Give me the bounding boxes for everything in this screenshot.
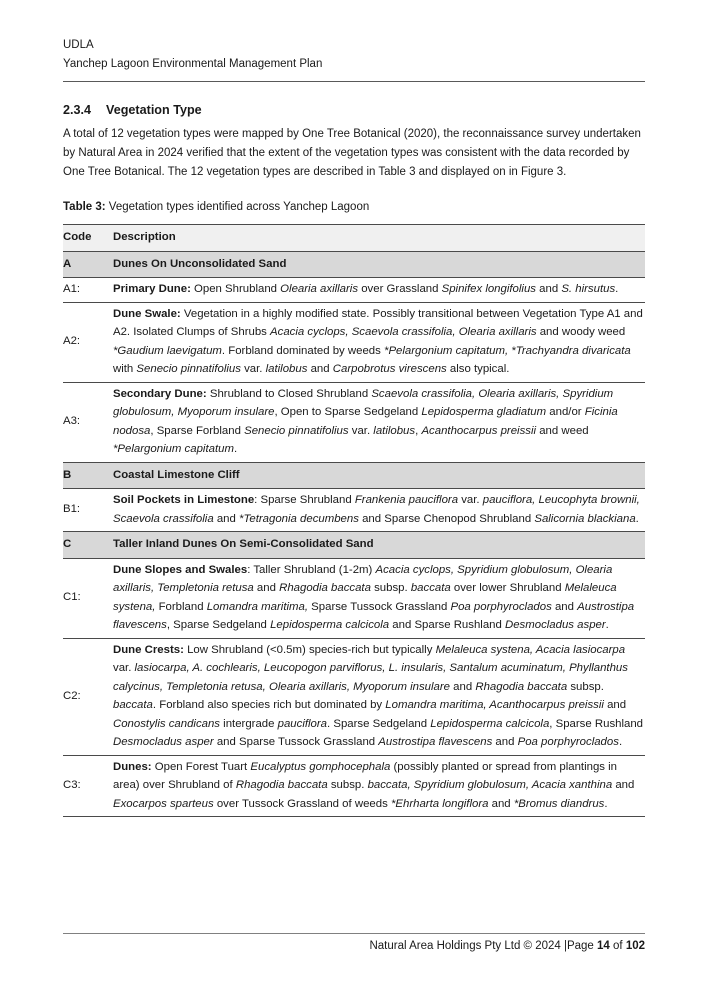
cell-description xyxy=(113,558,645,638)
text-segment: Soil Pockets in Limestone xyxy=(113,494,255,506)
text-segment: of xyxy=(609,940,626,952)
text-segment: Dune Crests: xyxy=(113,643,188,656)
text-segment: Open Shrubland xyxy=(194,283,281,295)
text-segment: Senecio pinnatifolius xyxy=(136,363,241,375)
table-row-b xyxy=(63,462,645,489)
text-segment: . xyxy=(605,619,609,631)
table-caption xyxy=(63,198,645,217)
cell-description xyxy=(113,532,645,559)
text-segment: *Ehrharta longiflora xyxy=(390,797,489,810)
text-segment: . xyxy=(233,443,238,455)
text-segment: Description xyxy=(113,231,176,243)
text-segment: S. hirsutus xyxy=(561,283,616,295)
footer-text xyxy=(369,940,645,952)
text-segment: . xyxy=(615,283,619,295)
text-segment: latilobus xyxy=(265,363,308,375)
text-segment: pauciflora xyxy=(277,717,328,730)
text-segment: *Gaudium laevigatum xyxy=(113,344,222,357)
text-segment: . Sparse Sedgeland xyxy=(327,717,431,730)
cell-code: A xyxy=(63,251,113,278)
text-segment: var. xyxy=(240,363,266,375)
text-segment: Low Shrubland (<0.5m) species-rich but typically xyxy=(187,643,436,656)
text-segment: and xyxy=(551,600,578,613)
text-segment: baccata, Spyridium globulosum, Acacia xanthina xyxy=(367,779,613,791)
table-row-code xyxy=(63,225,645,252)
cell-description xyxy=(113,225,645,252)
cell-code: A2: xyxy=(63,335,81,348)
text-segment: *Bromus diandrus xyxy=(513,797,605,810)
cell-description xyxy=(113,462,645,489)
cell-description xyxy=(113,278,645,303)
text-segment: with xyxy=(113,363,137,375)
header-doc-title: Yanchep Lagoon Environmental Management Plan xyxy=(63,58,323,70)
text-segment: Poa porphyroclados xyxy=(450,600,552,613)
text-segment: (possibly planted or spread from plantings in area) over Shrubland of xyxy=(113,760,618,791)
text-segment: Eucalyptus gomphocephala xyxy=(250,760,391,773)
text-segment: and xyxy=(307,363,333,375)
cell-code: A1: xyxy=(63,283,81,295)
text-segment: subsp. xyxy=(370,582,411,594)
text-segment: Table 3: xyxy=(63,201,106,213)
cell-description xyxy=(113,302,645,382)
page-footer xyxy=(63,933,645,955)
table-row-c xyxy=(63,532,645,559)
text-segment: 14 xyxy=(597,940,610,952)
text-segment: Dune Swale: xyxy=(113,307,184,320)
text-segment: , Sparse Sedgeland xyxy=(166,619,271,631)
cell-description xyxy=(113,382,645,462)
cell-code: B1: xyxy=(63,503,81,516)
text-segment: Austrostipa flavescens xyxy=(113,600,635,631)
text-segment: : Taller Shrubland (1-2m) xyxy=(247,563,376,576)
text-segment: and xyxy=(492,736,518,748)
text-segment: Rhagodia baccata xyxy=(235,779,328,791)
text-segment: Lepidosperma calcicola xyxy=(430,717,550,730)
text-segment: and xyxy=(612,779,635,791)
text-segment: Frankenia pauciflora xyxy=(354,494,459,506)
table-row-a xyxy=(63,251,645,278)
text-segment: . xyxy=(618,736,623,748)
text-segment: Austrostipa flavescens xyxy=(378,736,493,748)
text-segment: *Pelargonium capitatum xyxy=(113,443,234,455)
cell-description xyxy=(113,755,645,817)
text-segment: and Sparse Rushland xyxy=(389,619,505,631)
text-segment: Desmocladus asper xyxy=(505,619,606,631)
intro-paragraph: A total of 12 vegetation types were mapped by One Tree Botanical (2020), the reconnaissance survey undertaken by Natural Area in 2024 verified that the extent of the vegetation types was consistent with the data recorded by One Tree Botanical. The 12 vegetation types are described in Table 3 and displayed on in Figure 3. xyxy=(63,128,641,178)
cell-code: A3: xyxy=(63,415,81,428)
section-number: 2.3.4 xyxy=(63,103,92,117)
text-segment: and woody weed xyxy=(536,326,626,338)
text-segment: Lepidosperma calcicola xyxy=(270,619,390,631)
text-segment: and Sparse Chenopod Shrubland xyxy=(358,512,535,525)
text-segment: Salicornia blackiana xyxy=(534,512,636,525)
text-segment: var. xyxy=(458,494,483,506)
cell-code: C3: xyxy=(63,779,81,791)
text-segment: and xyxy=(535,283,562,295)
text-segment: Lomandra maritima, xyxy=(206,600,309,613)
cell-code: C1: xyxy=(63,591,81,604)
cell-code: C xyxy=(63,532,113,559)
text-segment: Desmocladus asper xyxy=(113,736,214,748)
text-segment: Lomandra maritima, Acanthocarpus preissii xyxy=(385,699,604,711)
text-segment: Dunes On Unconsolidated Sand xyxy=(113,257,287,270)
text-segment: Secondary Dune: xyxy=(113,387,210,400)
text-segment: . xyxy=(635,512,639,525)
text-segment: . Forbland also species rich but dominated by xyxy=(152,699,386,711)
text-segment: Open Forest Tuart xyxy=(154,760,251,773)
text-segment: and xyxy=(253,582,280,594)
text-segment: over Tussock Grassland of weeds xyxy=(213,797,391,810)
text-segment: and xyxy=(488,797,514,810)
text-segment: Acacia cyclops, Spyridium globulosum, Olearia axillaris, Templetonia retusa xyxy=(113,563,613,594)
text-segment: and weed xyxy=(536,424,589,437)
table-row-a3 xyxy=(63,382,645,462)
text-segment: 102 xyxy=(625,940,645,952)
text-segment: also typical. xyxy=(446,363,510,375)
text-segment: Olearia axillaris xyxy=(280,283,359,295)
table-row-c1 xyxy=(63,558,645,638)
text-segment: and xyxy=(213,512,240,525)
text-segment: lasiocarpa, A. cochlearis, Leucopogon parviflorus, L. insularis, Santalum acuminatum, Phyllanthus calycinus, Templetonia retusa, Olearia axillaris, Myoporum insulare xyxy=(113,662,628,693)
table-row-a1 xyxy=(63,278,645,303)
text-segment: Dune Slopes and Swales xyxy=(113,563,248,576)
text-segment: Vegetation types identified across Yanchep Lagoon xyxy=(105,201,370,213)
text-segment: Lepidosperma gladiatum xyxy=(421,406,547,418)
text-segment: Melaleuca systena, Acacia lasiocarpa xyxy=(435,643,626,656)
text-segment: subsp. xyxy=(327,779,368,791)
text-segment: over Grassland xyxy=(358,283,442,295)
section-title: Vegetation Type xyxy=(106,103,202,117)
vegetation-table xyxy=(63,224,645,817)
text-segment: Poa porphyroclados xyxy=(517,736,619,748)
text-segment: Spinifex longifolius xyxy=(441,283,536,295)
text-segment: *Pelargonium capitatum, *Trachyandra divaricata xyxy=(384,344,631,357)
text-segment: Taller Inland Dunes On Semi-Consolidated Sand xyxy=(113,538,374,550)
text-segment: subsp. xyxy=(567,680,604,693)
text-segment: and xyxy=(603,699,627,711)
text-segment: , xyxy=(415,424,422,437)
text-segment: , Open to Sparse Sedgeland xyxy=(274,406,422,418)
text-segment: Scaevola crassifolia, Olearia axillaris, Spyridium globulosum, Myoporum insulare xyxy=(113,387,614,418)
text-segment: , Sparse Rushland xyxy=(549,717,644,730)
text-segment: Dunes: xyxy=(113,760,155,773)
text-segment: pauciflora, Leucophyta brownii, Scaevola crassifolia xyxy=(113,494,640,525)
text-segment: over lower Shrubland xyxy=(450,582,565,594)
text-segment: Ficinia nodosa xyxy=(113,406,618,437)
text-segment: Acanthocarpus preissii xyxy=(421,424,537,437)
text-segment: Primary Dune: xyxy=(113,283,195,295)
text-segment: var. xyxy=(348,424,374,437)
text-segment: Natural Area Holdings Pty Ltd © 2024 |Page xyxy=(369,940,598,952)
cell-description xyxy=(113,489,645,532)
page-header xyxy=(63,36,645,82)
text-segment: Vegetation in a highly modified state. Possibly transitional between Vegetation Type A1 and A2. Isolated Clumps of Shrubs xyxy=(113,307,643,338)
text-segment: and/or xyxy=(546,406,585,418)
text-segment: and Sparse Tussock Grassland xyxy=(213,736,379,748)
text-segment: : Sparse Shrubland xyxy=(254,494,355,506)
text-segment: Melaleuca systena, xyxy=(113,582,617,613)
cell-description xyxy=(113,638,645,755)
text-segment: var. xyxy=(113,662,135,674)
text-segment: Sparse Tussock Grassland xyxy=(308,600,451,613)
text-segment: and xyxy=(450,680,476,693)
text-segment: Conostylis candicans xyxy=(113,717,220,730)
text-segment: . xyxy=(604,797,608,810)
text-segment: Forbland xyxy=(155,600,207,613)
table-row-b1 xyxy=(63,489,645,532)
table-row-a2 xyxy=(63,302,645,382)
text-segment: . Forbland dominated by weeds xyxy=(221,344,385,357)
table-row-c2 xyxy=(63,638,645,755)
section-heading xyxy=(63,101,645,120)
header-org: UDLA xyxy=(63,39,94,51)
text-segment: , Sparse Forbland xyxy=(150,424,245,437)
text-segment: Coastal Limestone Cliff xyxy=(113,468,240,481)
cell-code: B xyxy=(63,462,113,489)
text-segment: Rhagodia baccata xyxy=(475,680,568,693)
cell-code: C2: xyxy=(63,689,81,702)
text-segment: Acacia cyclops, Scaevola crassifolia, Olearia axillaris xyxy=(270,326,537,338)
text-segment: intergrade xyxy=(220,717,278,730)
text-segment: Carpobrotus virescens xyxy=(332,363,447,375)
table-row-c3 xyxy=(63,755,645,817)
text-segment: Exocarpos sparteus xyxy=(113,797,214,810)
text-segment: baccata xyxy=(113,699,153,711)
text-segment: *Tetragonia decumbens xyxy=(239,512,359,525)
cell-code: Code xyxy=(63,225,113,252)
text-segment: Shrubland to Closed Shrubland xyxy=(209,387,372,400)
cell-description xyxy=(113,251,645,278)
text-segment: latilobus xyxy=(373,424,416,437)
text-segment: baccata xyxy=(410,582,451,594)
vegetation-table-body xyxy=(63,225,645,817)
text-segment: Rhagodia baccata xyxy=(279,582,371,594)
text-segment: Senecio pinnatifolius xyxy=(244,424,349,437)
